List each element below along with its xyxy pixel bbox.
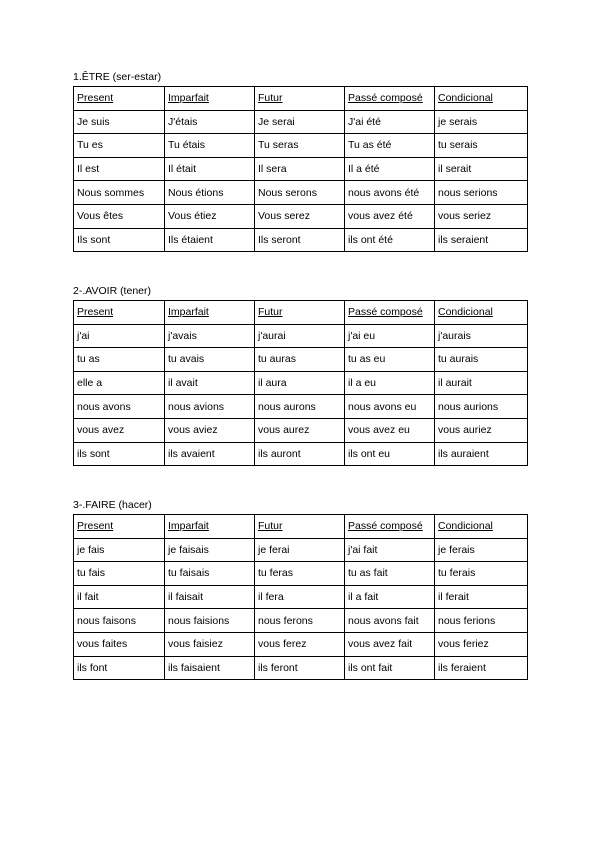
header-present: Present (74, 87, 165, 111)
table-cell: ils feront (255, 656, 345, 680)
table-cell: ils sont (74, 442, 165, 466)
table-cell: Tu étais (165, 134, 255, 158)
table-cell: ils ont eu (345, 442, 435, 466)
table-cell: Nous étions (165, 181, 255, 205)
table-cell: ils seraient (435, 228, 528, 252)
header-futur: Futur (255, 301, 345, 325)
conjugation-table-etre (73, 86, 528, 252)
table-cell: Nous serons (255, 181, 345, 205)
table-cell: ils feraient (435, 656, 528, 680)
table-cell: nous faisons (74, 609, 165, 633)
table-cell: ils faisaient (165, 656, 255, 680)
table-cell: j'aurais (435, 324, 528, 348)
table-cell: Je serai (255, 110, 345, 134)
table-cell: elle a (74, 371, 165, 395)
header-condicional: Condicional (435, 301, 528, 325)
table-cell: il a fait (345, 585, 435, 609)
table-cell: nous avions (165, 395, 255, 419)
table-cell: j'ai (74, 324, 165, 348)
table-cell: vous aviez (165, 418, 255, 442)
table-row (74, 562, 528, 586)
header-futur: Futur (255, 515, 345, 539)
table-cell: tu as fait (345, 562, 435, 586)
section-faire (73, 499, 528, 680)
table-cell: j'aurai (255, 324, 345, 348)
table-cell: Vous êtes (74, 204, 165, 228)
conjugation-table-faire (73, 514, 528, 680)
table-cell: Tu seras (255, 134, 345, 158)
header-row (74, 515, 528, 539)
table-row (74, 204, 528, 228)
table-cell: nous avons fait (345, 609, 435, 633)
table-cell: vous auriez (435, 418, 528, 442)
header-condicional: Condicional (435, 515, 528, 539)
header-imparfait: Imparfait (165, 87, 255, 111)
header-passe-compose: Passé composé (345, 87, 435, 111)
table-cell: tu as (74, 348, 165, 372)
table-row (74, 538, 528, 562)
table-cell: ils font (74, 656, 165, 680)
table-cell: je fais (74, 538, 165, 562)
table-row (74, 134, 528, 158)
table-cell: tu ferais (435, 562, 528, 586)
section-title: 2-.AVOIR (tener) (73, 285, 151, 297)
table-row (74, 157, 528, 181)
table-cell: tu avais (165, 348, 255, 372)
section-title: 1.ÊTRE (ser-estar) (73, 71, 162, 83)
table-cell: ils auraient (435, 442, 528, 466)
table-cell: nous avons (74, 395, 165, 419)
table-row (74, 585, 528, 609)
table-cell: tu as eu (345, 348, 435, 372)
table-cell: J'ai été (345, 110, 435, 134)
table-cell: J'étais (165, 110, 255, 134)
table-cell: nous ferons (255, 609, 345, 633)
table-cell: vous avez été (345, 204, 435, 228)
table-cell: il fait (74, 585, 165, 609)
table-cell: j'avais (165, 324, 255, 348)
table-cell: je ferai (255, 538, 345, 562)
table-cell: il serait (435, 157, 528, 181)
header-passe-compose: Passé composé (345, 301, 435, 325)
table-row (74, 181, 528, 205)
table-cell: il avait (165, 371, 255, 395)
table-cell: Tu es (74, 134, 165, 158)
table-cell: tu fais (74, 562, 165, 586)
table-cell: Ils étaient (165, 228, 255, 252)
table-cell: tu faisais (165, 562, 255, 586)
header-present: Present (74, 301, 165, 325)
table-cell: Vous serez (255, 204, 345, 228)
table-cell: Il était (165, 157, 255, 181)
table-cell: il a eu (345, 371, 435, 395)
table-cell: ils avaient (165, 442, 255, 466)
table-row (74, 418, 528, 442)
table-cell: je faisais (165, 538, 255, 562)
section-title: 3-.FAIRE (hacer) (73, 499, 152, 511)
table-cell: il fera (255, 585, 345, 609)
table-cell: ils ont été (345, 228, 435, 252)
table-cell: Tu as été (345, 134, 435, 158)
table-cell: Ils seront (255, 228, 345, 252)
table-cell: nous serions (435, 181, 528, 205)
conjugation-table-avoir (73, 300, 528, 466)
table-cell: j'ai fait (345, 538, 435, 562)
header-present: Present (74, 515, 165, 539)
table-cell: nous avons eu (345, 395, 435, 419)
table-row (74, 442, 528, 466)
table-cell: il aura (255, 371, 345, 395)
table-cell: vous seriez (435, 204, 528, 228)
table-row (74, 324, 528, 348)
table-cell: je ferais (435, 538, 528, 562)
table-cell: vous avez fait (345, 632, 435, 656)
table-cell: Ils sont (74, 228, 165, 252)
table-cell: Il est (74, 157, 165, 181)
table-cell: Vous étiez (165, 204, 255, 228)
table-row (74, 632, 528, 656)
table-cell: tu aurais (435, 348, 528, 372)
table-cell: vous avez (74, 418, 165, 442)
table-cell: tu auras (255, 348, 345, 372)
table-cell: Nous sommes (74, 181, 165, 205)
table-cell: Il sera (255, 157, 345, 181)
table-cell: Il a été (345, 157, 435, 181)
table-cell: tu serais (435, 134, 528, 158)
table-cell: je serais (435, 110, 528, 134)
section-avoir (73, 285, 528, 466)
table-cell: ils ont fait (345, 656, 435, 680)
header-passe-compose: Passé composé (345, 515, 435, 539)
table-cell: vous faisiez (165, 632, 255, 656)
table-cell: vous feriez (435, 632, 528, 656)
table-cell: nous aurions (435, 395, 528, 419)
table-cell: ils auront (255, 442, 345, 466)
table-cell: vous faites (74, 632, 165, 656)
table-cell: vous avez eu (345, 418, 435, 442)
table-cell: Je suis (74, 110, 165, 134)
table-row (74, 348, 528, 372)
header-imparfait: Imparfait (165, 515, 255, 539)
table-cell: j'ai eu (345, 324, 435, 348)
header-row (74, 301, 528, 325)
header-imparfait: Imparfait (165, 301, 255, 325)
table-cell: il faisait (165, 585, 255, 609)
table-cell: nous aurons (255, 395, 345, 419)
table-row (74, 228, 528, 252)
table-row (74, 656, 528, 680)
table-row (74, 110, 528, 134)
table-cell: nous avons été (345, 181, 435, 205)
header-futur: Futur (255, 87, 345, 111)
section-etre (73, 71, 528, 252)
table-cell: vous aurez (255, 418, 345, 442)
header-condicional: Condicional (435, 87, 528, 111)
table-row (74, 371, 528, 395)
table-cell: nous ferions (435, 609, 528, 633)
table-row (74, 609, 528, 633)
table-cell: il ferait (435, 585, 528, 609)
table-row (74, 395, 528, 419)
table-cell: vous ferez (255, 632, 345, 656)
table-cell: tu feras (255, 562, 345, 586)
table-cell: il aurait (435, 371, 528, 395)
header-row (74, 87, 528, 111)
table-cell: nous faisions (165, 609, 255, 633)
